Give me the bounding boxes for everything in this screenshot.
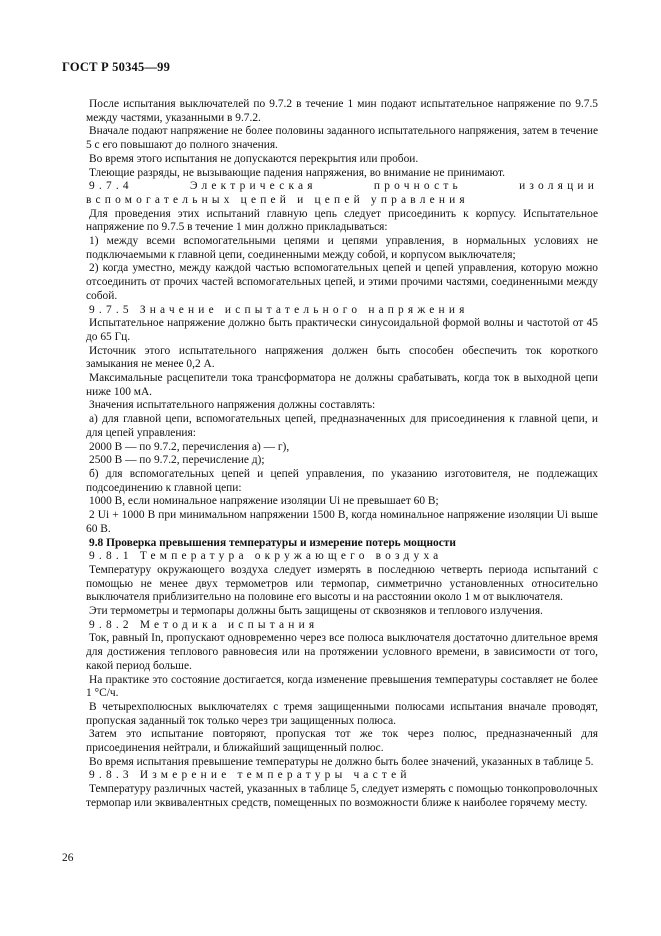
list-item: 2500 В — по 9.7.2, перечисление д);	[89, 454, 265, 467]
document-body	[86, 98, 598, 811]
list-item: 2 Ui + 1000 В при минимальном напряжении 1500 В, когда номинальное напряжение изоляции Ui выше 60 В.	[86, 509, 598, 535]
paragraph: Ток, равный In, пропускают одновременно через все полюса выключателя достаточно длительное время для достижения теплового равновесия или на протяжении условного времени, в зависимости от того, какой период больше.	[86, 632, 598, 672]
paragraph: Во время испытания превышение температуры не должно быть более значений, указанных в таблице 5.	[89, 755, 594, 768]
section-heading: 9.8.3 Измерение температуры частей	[89, 769, 411, 782]
section-heading: 9.8.2 Методика испытания	[89, 618, 319, 631]
page-header: ГОСТ Р 50345—99	[62, 60, 171, 74]
paragraph: В четырехполюсных выключателях с тремя защищенными полюсами испытания вначале проводят, пропуская заданный ток только через три защищенных полюса.	[86, 700, 598, 727]
paragraph: Максимальные расцепители тока трансформатора не должны срабатывать, когда ток в выходной цепи ниже 100 мА.	[86, 372, 598, 398]
paragraph: Тлеющие разряды, не вызывающие падения напряжения, во внимание не принимают.	[89, 166, 505, 179]
section-title: 9.8 Проверка превышения температуры и измерение потерь мощности	[89, 536, 456, 549]
list-item: 1000 В, если номинальное напряжение изоляции Ui не превышает 60 В;	[89, 495, 439, 508]
paragraph: После испытания выключателей по 9.7.2 в течение 1 мин подают испытательное напряжение по 9.7.5 между частями, указанными в 9.7.2.	[86, 98, 598, 124]
paragraph: Эти термометры и термопары должны быть защищены от сквозняков и теплового излучения.	[89, 605, 543, 618]
list-item: б) для вспомогательных цепей и цепей управления, по указанию изготовителя, не подлежащих подсоединению к главной цепи:	[86, 467, 598, 494]
paragraph: На практике это состояние достигается, когда изменение превышения температуры составляет не более 1 °С/ч.	[86, 673, 598, 700]
page-number: 26	[62, 852, 74, 864]
section-heading: 9.8.1 Температура окружающего воздуха	[89, 550, 443, 563]
list-item: 2) когда уместно, между каждой частью вспомогательных цепей и цепей управления, которую можно отсоединить от прочих частей вспомогательных цепей, и этими прочими частями, соединенными между собой.	[86, 262, 598, 302]
section-heading: 9.7.5 Значение испытательного напряжения	[89, 303, 469, 316]
list-item: 1) между всеми вспомогательными цепями и цепями управления, в нормальных условиях не подключаемыми к главной цепи, соединенными между собой, и корпусом выключателя;	[86, 235, 598, 261]
list-item: 2000 В — по 9.7.2, перечисления а) — г),	[89, 440, 290, 453]
paragraph: Для проведения этих испытаний главную цепь следует присоединить к корпусу. Испытательное напряжение по 9.7.5 в течение 1 мин должно прикладываться:	[86, 207, 598, 234]
paragraph: Затем это испытание повторяют, пропуская тот же ток через полюс, предназначенный для присоединения нейтрали, и ближайший защищенный полюс.	[86, 728, 598, 755]
paragraph: Температуру окружающего воздуха следует измерять в последнюю четверть периода испытаний с помощью не менее двух термометров или термопар, симметрично установленных относительно выключателя приблизительно на половине его высоты и на расстоянии около 1 м от выключателя.	[86, 563, 598, 604]
paragraph: Температуру различных частей, указанных в таблице 5, следует измерять с помощью тонкопроволочных термопар или эквивалентных средств, помещенных по возможности ближе к наиболее горячему месту.	[86, 783, 598, 809]
paragraph: Вначале подают напряжение не более половины заданного испытательного напряжения, затем в течение 5 с его повышают до полного значения.	[86, 125, 598, 152]
paragraph: Испытательное напряжение должно быть практически синусоидальной формой волны и частотой от 45 до 65 Гц.	[86, 317, 598, 343]
paragraph: Источник этого испытательного напряжения должен быть способен обеспечить ток короткого замыкания не менее 0,2 А.	[86, 344, 598, 371]
section-heading: 9.7.4 Электрическая прочность изоляции вспомогательных цепей и цепей управления	[86, 180, 598, 206]
paragraph: Значения испытательного напряжения должны составлять:	[89, 399, 376, 412]
list-item: а) для главной цепи, вспомогательных цепей, предназначенных для присоединения к главной цепи, и для цепей управления:	[86, 413, 598, 439]
paragraph: Во время этого испытания не допускаются перекрытия или пробои.	[89, 152, 419, 165]
